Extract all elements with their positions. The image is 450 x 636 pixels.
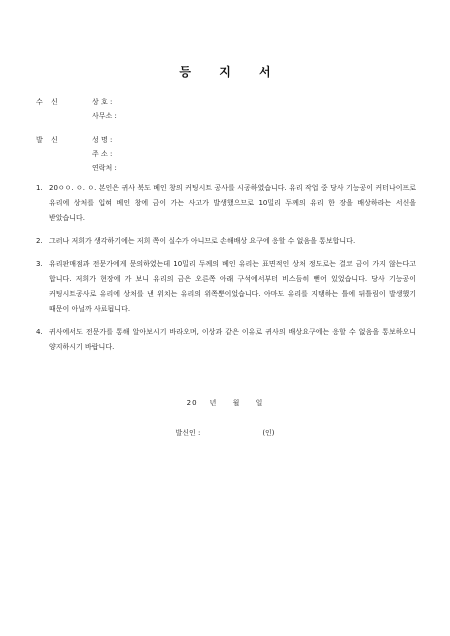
item-text: 귀사에서도 전문가를 통해 알아보시기 바라오며, 이상과 같은 이유로 귀사의 배상요구에는 응할 수 없음을 통보하오니 양지하시기 바랍니다. (49, 328, 416, 351)
item-text: 그러나 저희가 생각하기에는 저희 쪽이 실수가 아니므로 손해배상 요구에 응할 수 없음을 통보합니다. (49, 237, 356, 245)
notice-item-2 (36, 234, 416, 249)
notice-item-1 (36, 181, 416, 226)
recipient-block (36, 95, 148, 123)
item-number: 2. (36, 237, 43, 245)
recipient-company-label: 상 호 : (92, 98, 113, 106)
sender-address-label: 주 소 : (92, 150, 113, 158)
seal-mark: (인) (262, 429, 275, 437)
item-number: 3. (36, 260, 43, 268)
item-number: 1. (36, 184, 43, 192)
recipient-heading: 수 신 (36, 98, 61, 106)
notice-items (36, 181, 416, 363)
date-year-unit: 년 (209, 399, 218, 407)
sender-name-label: 성 명 : (92, 136, 113, 144)
item-text: 20ㅇㅇ. ㅇ. ㅇ. 본인은 귀사 북도 베인 창의 커팅시트 공사를 시공하였습니다. 유리 작업 중 당사 기능공이 커터나이프로 유리에 상처를 입혀 베인 창에 금이 가는 사고가 발생했으므로 10밀리 두께의 유리 한 장을 배상하라는 서신을 받았습니다. (49, 184, 416, 222)
sender-row-address (36, 147, 148, 161)
recipient-office-label: 사무소 : (92, 112, 117, 120)
recipient-row-company (36, 95, 148, 109)
signature-label: 발신인 : (175, 429, 201, 437)
date-line (0, 398, 450, 408)
signature-line (0, 428, 450, 438)
document-title: 등 지 서 (179, 65, 283, 79)
sender-row-contact (36, 161, 148, 175)
sender-heading: 발 신 (36, 136, 61, 144)
date-year: 20 (186, 399, 198, 407)
item-number: 4. (36, 328, 43, 336)
notice-item-3 (36, 257, 416, 317)
date-month-unit: 월 (232, 399, 241, 407)
sender-block (36, 133, 148, 175)
sender-contact-label: 연락처 : (92, 164, 117, 172)
recipient-row-office (36, 109, 148, 123)
item-text: 유리판매점과 전문가에게 문의하였는데 10밀리 두께의 베인 유리는 표면적인 상처 정도로는 결코 금이 가지 않는다고 합니다. 저희가 현장에 가 보니 유리의 금은 오른쪽 아래 구석에서부터 비스듬히 뻗어 있었습니다. 당사 기능공이 커팅시트공사로 유리에 상처를 낸 위치는 유리의 위쪽뿐이었습니다. 아마도 유리를 지탱하는 틀에 뒤틀림이 발생했기 때문이 아닐까 사료됩니다. (49, 260, 416, 313)
notice-item-4 (36, 325, 416, 355)
sender-row-name (36, 133, 148, 147)
date-day-unit: 일 (255, 399, 264, 407)
